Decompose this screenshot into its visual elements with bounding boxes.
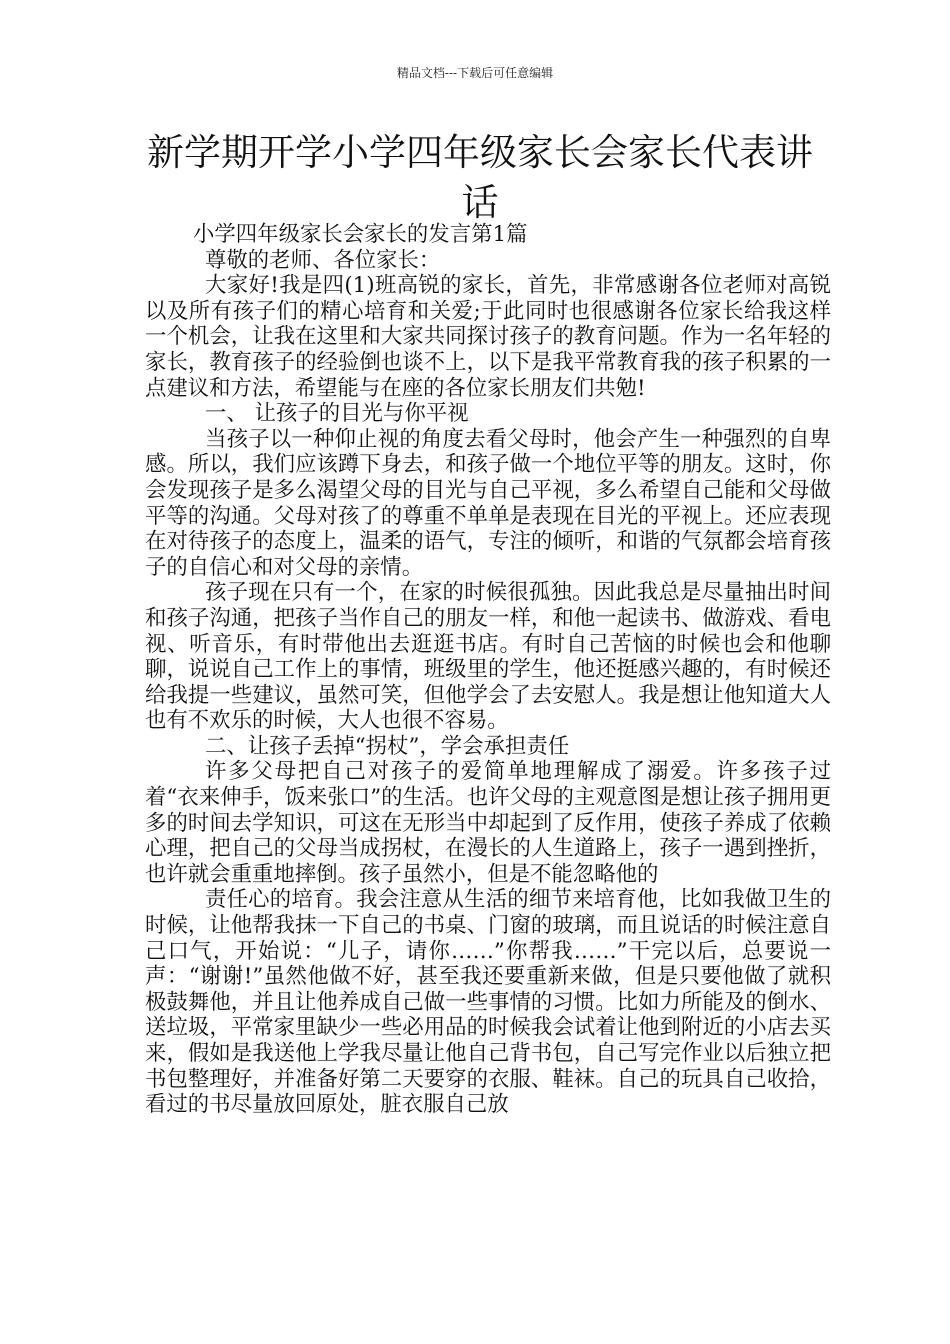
paragraph: 大家好!我是四(1)班高锐的家长，首先，非常感谢各位老师对高锐以及所有孩子们的精心培育和关爱;于此同时也很感谢各位家长给我这样一个机会，让我在这里和大家共同探讨孩子的教育问题。作为一名年轻的家长，教育孩子的经验倒也谈不上，以下是我平常教育我的孩子积累的一点建议和方法，希望能与在座的各位家长朋友们共勉! <box>145 273 831 401</box>
salutation: 尊敬的老师、各位家长： <box>205 247 441 273</box>
paragraph: 孩子现在只有一个，在家的时候很孤独。因此我总是尽量抽出时间和孩子沟通，把孩子当作自己的朋友一样，和他一起读书、做游戏、看电视、听音乐，有时带他出去逛逛书店。有时自己苦恼的时候也会和他聊聊，说说自己工作上的事情，班级里的学生，他还挺感兴趣的，有时候还给我提一些建议，虽然可笑，但他学会了去安慰人。我是想让他知道大人也有不欢乐的时候，大人也很不容易。 <box>145 580 831 734</box>
page-header: 精品文档---下载后可任意编辑 <box>396 66 554 80</box>
paragraph: 责任心的培育。我会注意从生活的细节来培育他，比如我做卫生的时候，让他帮我抹一下自己的书桌、门窗的玻璃，而且说话的时候注意自己口气，开始说：“儿子，请你……”你帮我……”干完以后，总要说一声：“谢谢!”虽然他做不好，甚至我还要重新来做，但是只要他做了就积极鼓舞他，并且让他养成自己做一些事情的习惯。比如力所能及的倒水、送垃圾，平常家里缺少一些必用品的时候我会试着让他到附近的小店去买来，假如是我送他上学我尽量让他自己背书包，自己写完作业以后独立把书包整理好，并准备好第二天要穿的衣服、鞋袜。自己的玩具自己收拾，看过的书尽量放回原处，脏衣服自己放 <box>145 887 831 1118</box>
section-heading-2: 二、让孩子丢掉“拐杖”，学会承担责任 <box>205 733 570 759</box>
section-heading-1: 一、 让孩子的目光与你平视 <box>205 401 469 427</box>
section-subtitle: 小学四年级家长会家长的发言第1篇 <box>193 222 528 247</box>
paragraph: 许多父母把自己对孩子的爱简单地理解成了溺爱。许多孩子过着“衣来伸手，饭来张口”的生活。也许父母的主观意图是想让孩子拥用更多的时间去学知识，可这在无形当中却起到了反作用，使孩子养成了依赖心理，把自己的父母当成拐杖，在漫长的人生道路上，孩子一遇到挫折，也许就会重重地摔倒。孩子虽然小，但是不能忽略他的 <box>145 759 831 887</box>
document-body <box>145 222 831 1118</box>
document-title: 新学期开学小学四年级家长会家长代表讲话 <box>147 131 813 224</box>
paragraph: 当孩子以一种仰止视的角度去看父母时，他会产生一种强烈的自卑感。所以，我们应该蹲下身去，和孩子做一个地位平等的朋友。这时，你会发现孩子是多么渴望父母的目光与自己平视，多么希望自己能和父母做平等的沟通。父母对孩了的尊重不单单是表现在目光的平视上。还应表现在对待孩子的态度上，温柔的语气，专注的倾听，和谐的气氛都会培育孩子的自信心和对父母的亲情。 <box>145 426 831 580</box>
